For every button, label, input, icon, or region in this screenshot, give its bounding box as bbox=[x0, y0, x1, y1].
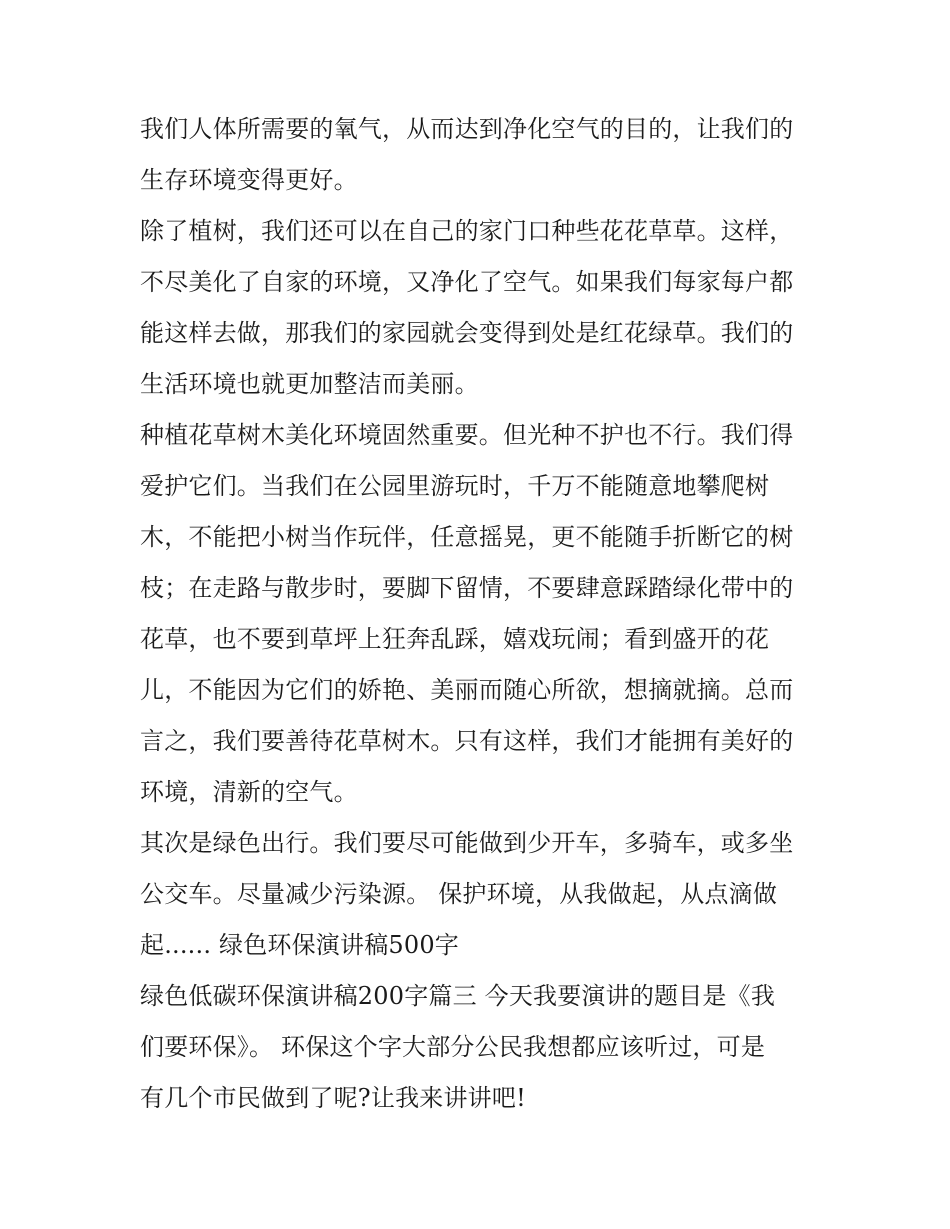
text-line: 起...... 绿色环保演讲稿500字 bbox=[140, 931, 460, 959]
text-line: 们要环保》。 环保这个字大部分公民我想都应该听过，可是 bbox=[140, 1033, 766, 1061]
text-line: 花草，也不要到草坪上狂奔乱踩，嬉戏玩闹；看到盛开的花 bbox=[140, 625, 770, 653]
text-line: 言之，我们要善待花草树木。只有这样，我们才能拥有美好的 bbox=[140, 727, 794, 755]
text-line: 枝；在走路与散步时，要脚下留情，不要肆意踩踏绿化带中的 bbox=[140, 574, 794, 602]
text-line: 绿色低碳环保演讲稿200字篇三 今天我要演讲的题目是《我 bbox=[140, 982, 776, 1010]
text-line: 我们人体所需要的氧气，从而达到净化空气的目的，让我们的 bbox=[140, 115, 794, 143]
text-line: 环境，清新的空气。 bbox=[140, 778, 358, 806]
text-line: 种植花草树木美化环境固然重要。但光种不护也不行。我们得 bbox=[140, 421, 794, 449]
text-line: 除了植树，我们还可以在自己的家门口种些花花草草。这样， bbox=[140, 217, 794, 245]
text-line: 公交车。尽量减少污染源。 保护环境，从我做起，从点滴做 bbox=[140, 880, 778, 908]
text-line: 生存环境变得更好。 bbox=[140, 166, 358, 194]
text-line: 不尽美化了自家的环境，又净化了空气。如果我们每家每户都 bbox=[140, 268, 794, 296]
text-line: 木，不能把小树当作玩伴，任意摇晃，更不能随手折断它的树 bbox=[140, 523, 794, 551]
text-line: 其次是绿色出行。我们要尽可能做到少开车，多骑车，或多坐 bbox=[140, 829, 794, 857]
body-text bbox=[140, 104, 820, 1124]
text-line: 能这样去做，那我们的家园就会变得到处是红花绿草。我们的 bbox=[140, 319, 794, 347]
text-line: 爱护它们。当我们在公园里游玩时，千万不能随意地攀爬树 bbox=[140, 472, 770, 500]
text-line: 有几个市民做到了呢?让我来讲讲吧! bbox=[140, 1084, 526, 1112]
text-line: 生活环境也就更加整洁而美丽。 bbox=[140, 370, 479, 398]
text-line: 儿，不能因为它们的娇艳、美丽而随心所欲，想摘就摘。总而 bbox=[140, 676, 794, 704]
